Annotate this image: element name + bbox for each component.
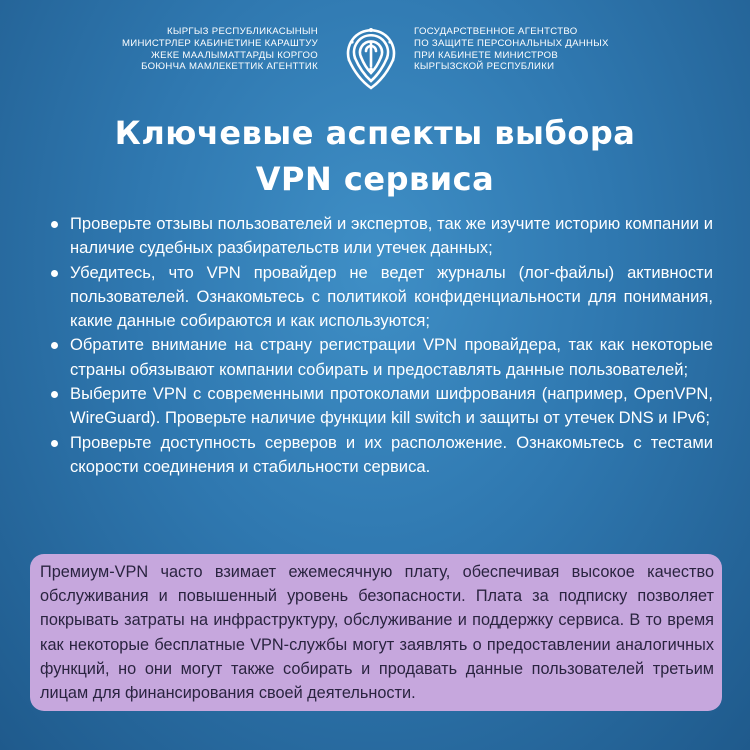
list-item [48,382,713,431]
list-item-text: Проверьте отзывы пользователей и экспертов, так же изучите историю компании и наличие судебных разбирательств или утечек данных; [70,214,713,258]
agency-name-kyrgyz-line: ЖЕКЕ МААЛЫМАТТАРДЫ КОРГОО [151,49,318,61]
agency-name-russian-line: ПРИ КАБИНЕТЕ МИНИСТРОВ [414,49,559,61]
agency-name-kyrgyz [58,26,318,73]
bullet-icon [51,440,58,447]
list-item-text: Выберите VPN с современными протоколами шифрования (например, OpenVPN, WireGuard). Проверьте наличие функции kill switch и защиты от утечек DNS и IPv6; [70,384,713,428]
list-item [48,431,713,480]
bullet-icon [51,342,58,349]
agency-name-russian-line: КЫРГЫЗСКОЙ РЕСПУБЛИКИ [414,61,555,73]
agency-header [0,20,750,90]
page-title-line: Ключевые аспекты выбора [114,114,636,152]
agency-name-russian [414,26,674,73]
list-item [48,212,713,261]
tips-list [48,212,713,479]
agency-name-kyrgyz-line: КЫРГЫЗ РЕСПУБЛИКАСЫНЫН [167,26,318,37]
agency-name-kyrgyz-line: МИНИСТРЛЕР КАБИНЕТИНЕ КАРАШТУУ [121,37,318,49]
page-title-line: VPN сервиса [255,160,495,198]
bullet-icon [51,270,58,277]
bullet-icon [51,221,58,228]
premium-vpn-note [30,554,722,711]
note-text: Премиум-VPN часто взимает ежемесячную плату, обеспечивая высокое качество обслуживания и повышенный уровень безопасности. Плата за подписку позволяет покрывать затраты на инфраструктуру, обслуживание и поддержку сервиса. В то время как некоторые бесплатные VPN-службы могут заявлять о предоставлении аналогичных функций, но они могут также собирать и продавать данные пользователей третьим лицам для финансирования своей деятельности. [40,563,714,703]
list-item [48,261,713,334]
list-item [48,333,713,382]
page-title [0,110,750,202]
fingerprint-shield-icon [339,20,403,90]
agency-name-russian-line: ГОСУДАРСТВЕННОЕ АГЕНТСТВО [414,26,578,37]
agency-name-kyrgyz-line: БОЮНЧА МАМЛЕКЕТТИК АГЕНТТИК [141,61,318,73]
list-item-text: Убедитесь, что VPN провайдер не ведет журналы (лог-файлы) активности пользователей. Ознакомьтесь с политикой конфиденциальности для понимания, какие данные собираются и как используются; [70,262,713,331]
bullet-icon [51,391,58,398]
agency-name-russian-line: ПО ЗАЩИТЕ ПЕРСОНАЛЬНЫХ ДАННЫХ [414,37,609,49]
list-item-text: Обратите внимание на страну регистрации VPN провайдера, так как некоторые страны обязывают компании собирать и предоставлять данные пользователей; [70,335,713,379]
list-item-text: Проверьте доступность серверов и их расположение. Ознакомьтесь с тестами скорости соединения и стабильности сервиса. [70,432,713,476]
